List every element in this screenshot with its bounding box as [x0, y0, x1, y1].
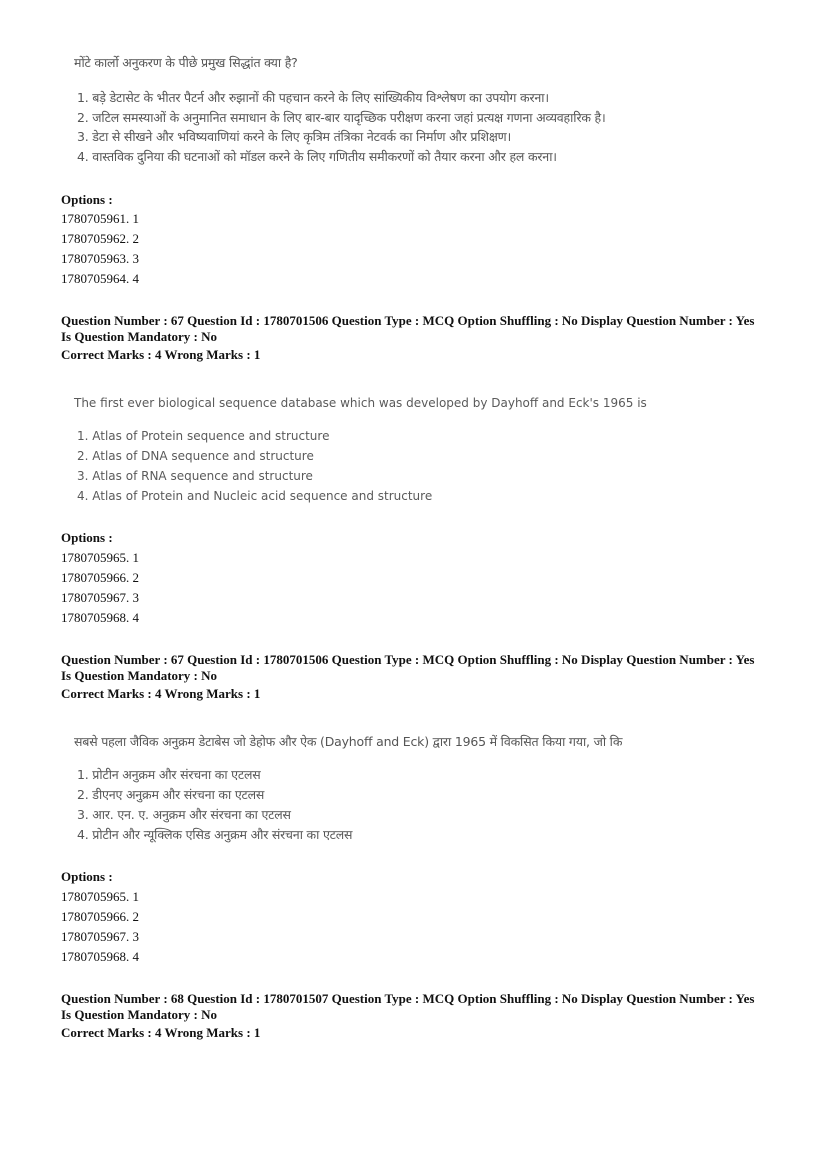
choice-4: 4. वास्तविक दुनिया की घटनाओं को मॉडल करने के लिए गणितीय समीकरणों को तैयार करना और हल करना।: [77, 149, 557, 164]
choice-1: 1. Atlas of Protein sequence and structure: [77, 429, 330, 443]
question-text: सबसे पहला जैविक अनुक्रम डेटाबेस जो डेहोफ और ऐक (Dayhoff and Eck) द्वारा 1965 में विकसित किया गया, जो कि: [74, 734, 623, 749]
option-id: 1780705966. 2: [61, 570, 139, 585]
question-text: The first ever biological sequence database which was developed by Dayhoff and Eck's 1965 is: [74, 396, 647, 410]
option-id: 1780705962. 2: [61, 231, 139, 246]
option-id: 1780705968. 4: [61, 610, 139, 625]
question-header: Question Number : 67 Question Id : 1780701506 Question Type : MCQ Option Shuffling : No Display Question Number : Yes: [61, 313, 755, 328]
choice-3: 3. आर. एन. ए. अनुक्रम और संरचना का एटलस: [77, 807, 291, 822]
option-id: 1780705967. 3: [61, 590, 139, 605]
option-id: 1780705963. 3: [61, 251, 139, 266]
option-id: 1780705967. 3: [61, 929, 139, 944]
choice-1: 1. बड़े डेटासेट के भीतर पैटर्न और रुझानों की पहचान करने के लिए सांख्यिकीय विश्लेषण का उपयोग करना।: [77, 90, 549, 105]
option-id: 1780705961. 1: [61, 211, 139, 226]
choice-2: 2. जटिल समस्याओं के अनुमानित समाधान के लिए बार-बार यादृच्छिक परीक्षण करना जहां प्रत्यक्ष गणना अव्यवहारिक है।: [77, 110, 606, 125]
question-mandatory: Is Question Mandatory : No: [61, 329, 218, 344]
choice-2: 2. Atlas of DNA sequence and structure: [77, 449, 314, 463]
choice-1: 1. प्रोटीन अनुक्रम और संरचना का एटलस: [77, 767, 261, 782]
choice-2: 2. डीएनए अनुक्रम और संरचना का एटलस: [77, 787, 265, 802]
question-header: Question Number : 68 Question Id : 1780701507 Question Type : MCQ Option Shuffling : No Display Question Number : Yes: [61, 991, 755, 1006]
option-id: 1780705968. 4: [61, 949, 139, 964]
option-id: 1780705964. 4: [61, 271, 139, 286]
option-id: 1780705965. 1: [61, 889, 139, 904]
option-id: 1780705965. 1: [61, 550, 139, 565]
choice-4: 4. प्रोटीन और न्यूक्लिक एसिड अनुक्रम और संरचना का एटलस: [77, 827, 353, 842]
options-label: Options :: [61, 192, 113, 207]
options-label: Options :: [61, 530, 113, 545]
question-text: मोंटे कार्लो अनुकरण के पीछे प्रमुख सिद्धांत क्या है?: [74, 55, 298, 70]
question-mandatory: Is Question Mandatory : No: [61, 1007, 218, 1022]
question-header: Question Number : 67 Question Id : 1780701506 Question Type : MCQ Option Shuffling : No Display Question Number : Yes: [61, 652, 755, 667]
question-mandatory: Is Question Mandatory : No: [61, 668, 218, 683]
choice-3: 3. Atlas of RNA sequence and structure: [77, 469, 313, 483]
choice-3: 3. डेटा से सीखने और भविष्यवाणियां करने के लिए कृत्रिम तंत्रिका नेटवर्क का निर्माण और प्रशिक्षण।: [77, 129, 511, 144]
question-marks: Correct Marks : 4 Wrong Marks : 1: [61, 1025, 261, 1040]
question-marks: Correct Marks : 4 Wrong Marks : 1: [61, 347, 261, 362]
choice-4: 4. Atlas of Protein and Nucleic acid sequence and structure: [77, 489, 433, 503]
question-marks: Correct Marks : 4 Wrong Marks : 1: [61, 686, 261, 701]
option-id: 1780705966. 2: [61, 909, 139, 924]
options-label: Options :: [61, 869, 113, 884]
